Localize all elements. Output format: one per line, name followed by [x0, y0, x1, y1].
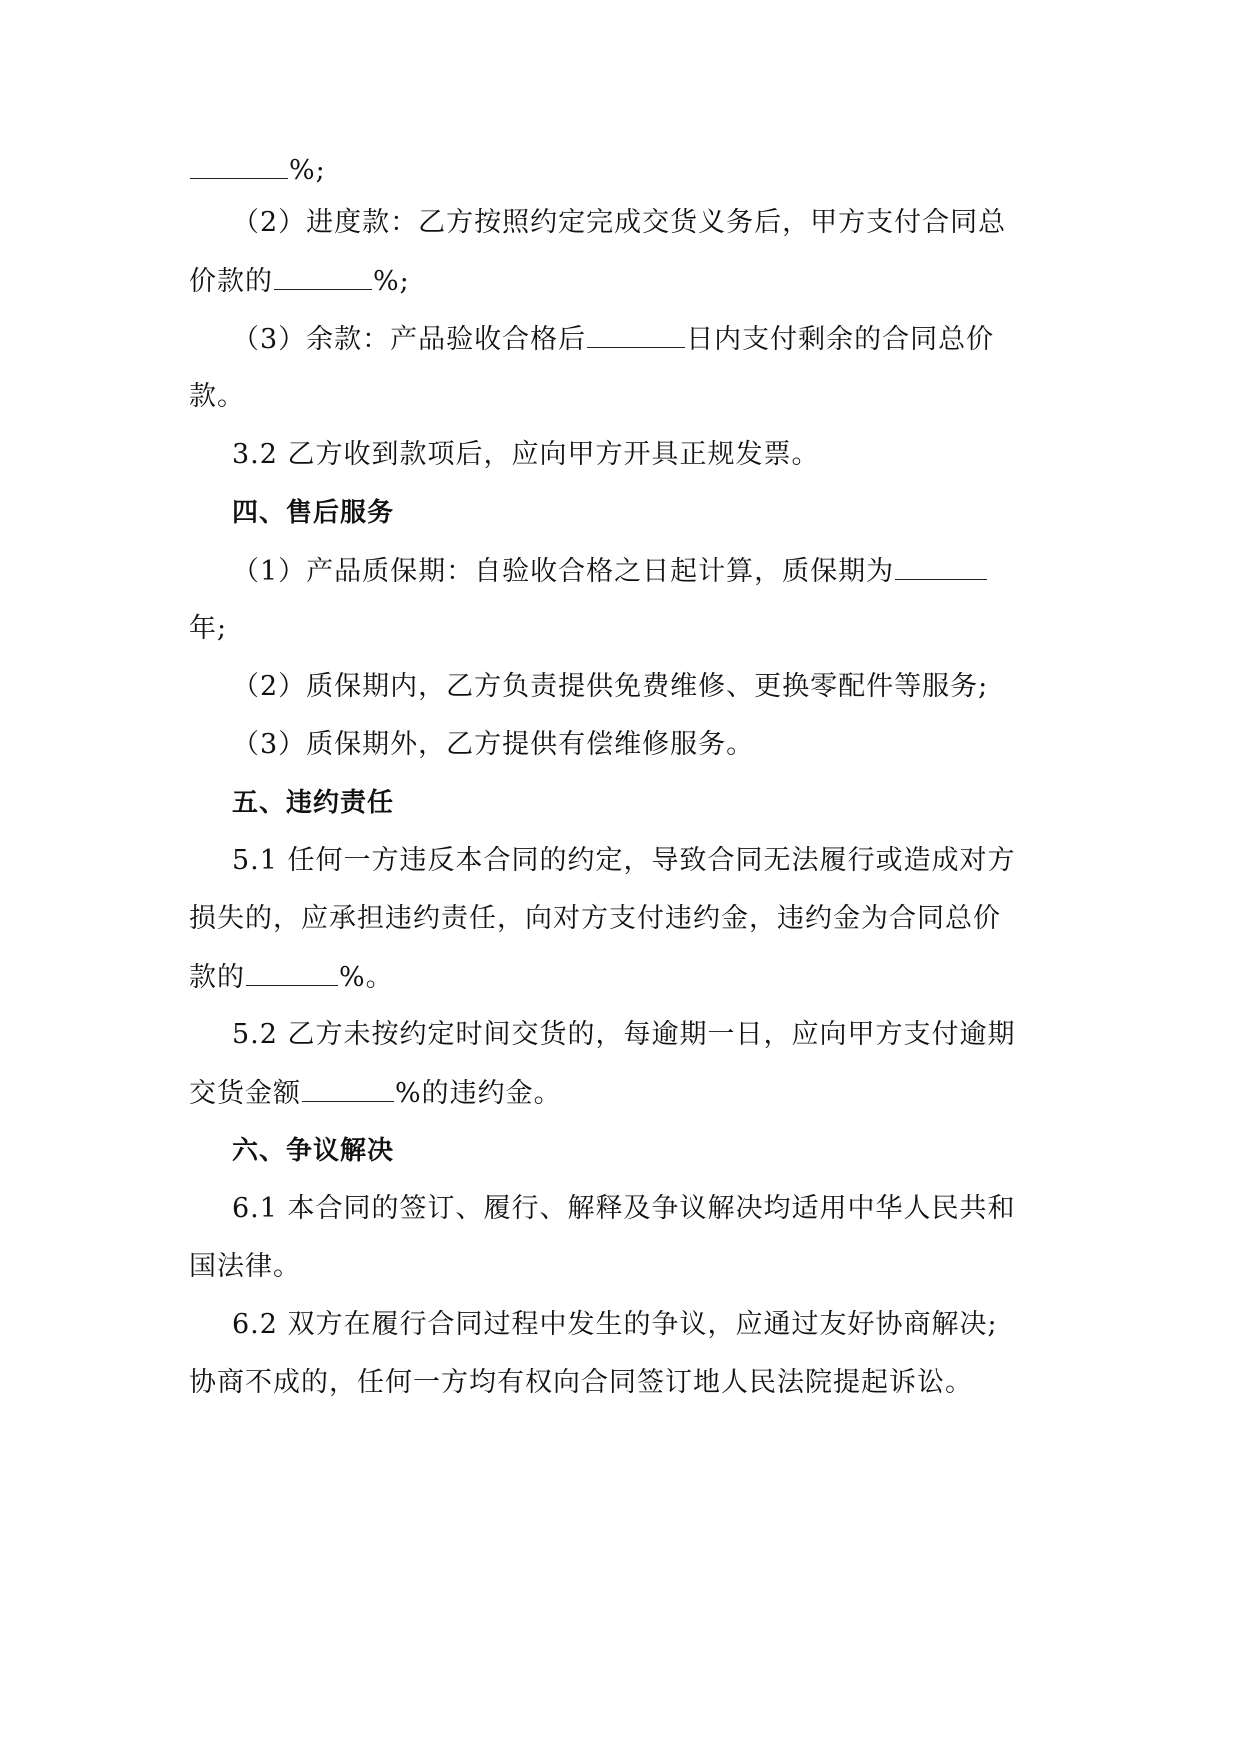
- text: %;: [373, 266, 410, 297]
- text: %的违约金。: [395, 1078, 562, 1109]
- clause-6-2-line-2: 协商不成的，任何一方均有权向合同签订地人民法院提起诉讼。: [189, 1367, 973, 1398]
- in-warranty-service-line: （2）质保期内，乙方负责提供免费维修、更换零配件等服务;: [232, 671, 989, 702]
- text: 价款的: [189, 266, 273, 297]
- balance-payment-line-cont: 款。: [189, 381, 245, 412]
- clause-5-1-line-1: 5.1 任何一方违反本合同的约定，导致合同无法履行或造成对方: [232, 845, 1016, 876]
- payment-percent-line: [189, 152, 326, 189]
- text: （3）余款：产品验收合格后: [232, 324, 587, 355]
- section-heading-dispute: 六、争议解决: [232, 1136, 395, 1166]
- clause-5-1-line-3: [189, 959, 394, 996]
- balance-payment-line: [232, 321, 994, 358]
- clause-6-2-line-1: 6.2 双方在履行合同过程中发生的争议，应通过友好协商解决;: [232, 1309, 998, 1340]
- text: %;: [289, 155, 326, 186]
- progress-payment-percent-line: [189, 263, 410, 300]
- invoice-clause: 3.2 乙方收到款项后，应向甲方开具正规发票。: [232, 439, 820, 470]
- section-heading-after-sales: 四、售后服务: [232, 498, 395, 528]
- blank-field[interactable]: [246, 959, 338, 986]
- out-of-warranty-service-line: （3）质保期外，乙方提供有偿维修服务。: [232, 729, 755, 760]
- clause-6-1-line-1: 6.1 本合同的签订、履行、解释及争议解决均适用中华人民共和: [232, 1193, 1016, 1224]
- section-heading-liability: 五、违约责任: [232, 788, 395, 818]
- text: 日内支付剩余的合同总价: [686, 324, 995, 355]
- blank-field[interactable]: [274, 263, 372, 290]
- blank-field[interactable]: [302, 1075, 394, 1102]
- clause-5-2-line-2: [189, 1075, 562, 1112]
- progress-payment-line: （2）进度款：乙方按照约定完成交货义务后，甲方支付合同总: [232, 207, 1007, 238]
- text: （1）产品质保期：自验收合格之日起计算，质保期为: [232, 556, 895, 587]
- warranty-period-line: [232, 553, 988, 590]
- blank-field[interactable]: [587, 321, 685, 348]
- blank-field[interactable]: [895, 553, 987, 580]
- clause-5-1-line-2: 损失的，应承担违约责任，向对方支付违约金，违约金为合同总价: [189, 903, 1001, 934]
- text: 交货金额: [189, 1078, 301, 1109]
- text: 款的: [189, 962, 245, 993]
- clause-5-2-line-1: 5.2 乙方未按约定时间交货的，每逾期一日，应向甲方支付逾期: [232, 1019, 1016, 1050]
- clause-6-1-line-2: 国法律。: [189, 1251, 301, 1282]
- blank-field[interactable]: [190, 152, 288, 179]
- warranty-period-line-cont: 年;: [189, 613, 228, 644]
- text: %。: [339, 962, 394, 993]
